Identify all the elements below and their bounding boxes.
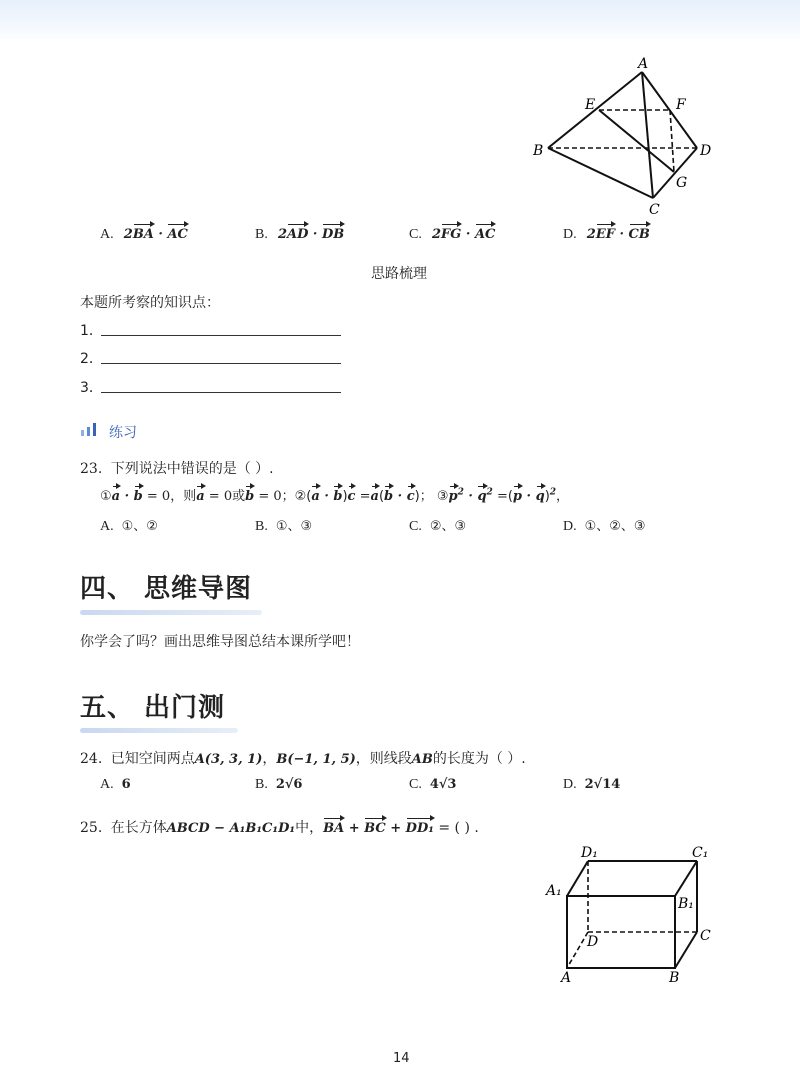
tetrahedron-figure bbox=[525, 50, 725, 220]
review-line-3-blank[interactable] bbox=[101, 392, 341, 393]
q23-option-b[interactable]: B. ①、③ bbox=[255, 519, 313, 534]
q23-option-d[interactable]: D. ①、②、③ bbox=[563, 519, 646, 534]
section-5-underline bbox=[80, 728, 238, 733]
section-5-title: 五、 出门测 bbox=[80, 693, 226, 723]
q22-option-d[interactable]: D. 2EF · CB bbox=[563, 222, 650, 243]
fig2-label-C: C bbox=[700, 928, 711, 944]
page-header-band bbox=[0, 0, 800, 42]
fig2-label-B1: B₁ bbox=[678, 896, 694, 912]
section-4-title: 四、 思维导图 bbox=[80, 574, 253, 604]
fig2-label-D: D bbox=[587, 934, 599, 950]
q23-option-c[interactable]: C. ②、③ bbox=[409, 519, 467, 534]
practice-label: 练习 bbox=[109, 425, 137, 441]
fig2-label-A1: A₁ bbox=[546, 883, 562, 899]
q24-option-b[interactable]: B. 2√6 bbox=[255, 777, 303, 792]
fig1-label-C: C bbox=[649, 202, 660, 218]
section-4-underline bbox=[80, 610, 262, 615]
q22-option-a[interactable]: A. 2BA · AC bbox=[100, 222, 188, 243]
review-line-1-blank[interactable] bbox=[101, 335, 341, 336]
review-prompt: 本题所考察的知识点： bbox=[80, 295, 220, 311]
q23-statements: ①a · b = 0，则a = 0或b = 0；②(a · b)c =a(b · c)； $③p^2 \cdot q^2 =(p \cdot q)^2$， bbox=[100, 484, 569, 504]
q22-option-b[interactable]: B. 2AD · DB bbox=[255, 222, 344, 243]
q25-stem: 25. 在长方体ABCD − A₁B₁C₁D₁中，BA + BC + DD₁ = ( ) . bbox=[80, 816, 479, 837]
review-title: 思路梳理 bbox=[371, 266, 427, 282]
fig2-label-C1: C₁ bbox=[692, 845, 709, 861]
page-number: 14 bbox=[393, 1051, 410, 1066]
q24-option-a[interactable]: A. 6 bbox=[100, 777, 131, 792]
fig2-label-B: B bbox=[669, 970, 680, 986]
fig1-label-F: F bbox=[676, 97, 686, 113]
fig1-label-D: D bbox=[700, 143, 712, 159]
fig2-label-A: A bbox=[561, 970, 572, 986]
bar-chart-icon bbox=[80, 422, 98, 437]
cuboid-figure bbox=[540, 840, 720, 990]
review-line-3-label: 3． bbox=[80, 380, 103, 396]
q23-option-a[interactable]: A. ①、② bbox=[100, 519, 158, 534]
q23-stem: 23. 下列说法中错误的是（ ）. bbox=[80, 461, 274, 477]
fig1-label-E: E bbox=[585, 97, 596, 113]
review-line-2-label: 2． bbox=[80, 351, 103, 367]
q22-option-c[interactable]: C. 2FG · AC bbox=[409, 222, 495, 243]
q24-option-d[interactable]: D. 2√14 bbox=[563, 777, 621, 792]
fig2-label-D1: D₁ bbox=[581, 845, 598, 861]
section-4-text: 你学会了吗？画出思维导图总结本课所学吧！ bbox=[80, 634, 360, 650]
q24-stem: 24. 已知空间两点A(3, 3, 1)，B(−1, 1, 5)，则线段AB的长度为（ ）. bbox=[80, 751, 526, 767]
fig1-label-B: B bbox=[533, 143, 544, 159]
fig1-label-G: G bbox=[676, 175, 688, 191]
review-line-1-label: 1． bbox=[80, 323, 103, 339]
fig1-label-A: A bbox=[638, 56, 649, 72]
review-line-2-blank[interactable] bbox=[101, 363, 341, 364]
q24-option-c[interactable]: C. 4√3 bbox=[409, 777, 457, 792]
